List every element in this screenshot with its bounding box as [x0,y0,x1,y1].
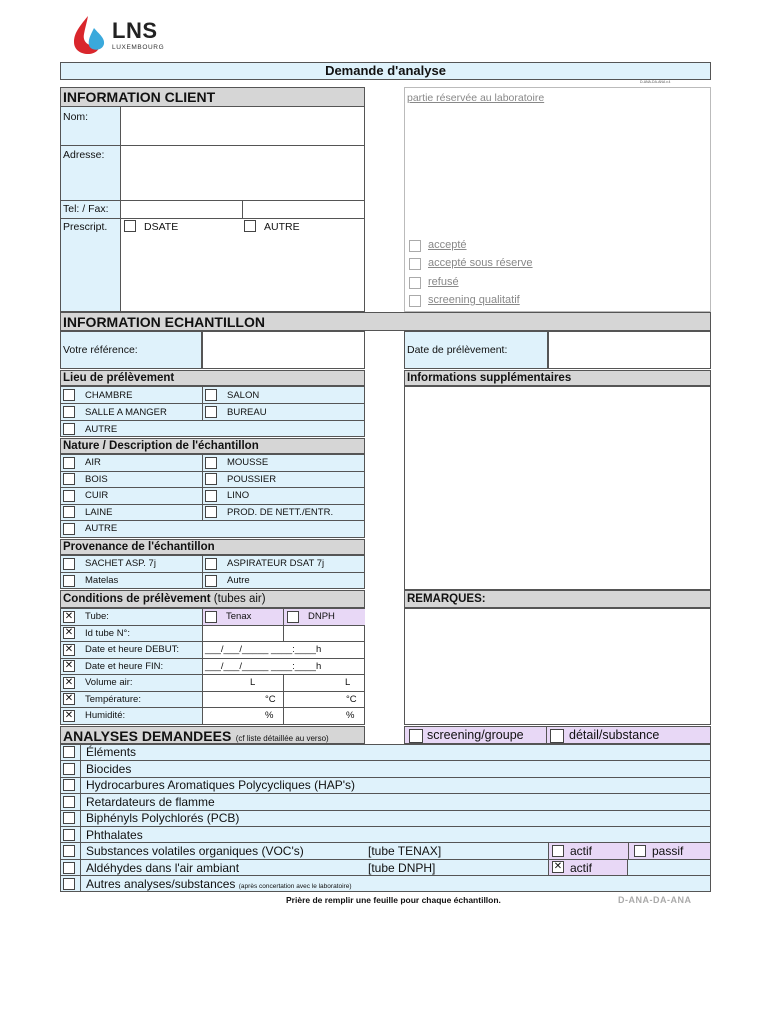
volume-air-checkbox-checked[interactable]: ✕ [64,677,74,688]
aldehydes-actif-label: actif [570,861,593,875]
lieu-autre-label: AUTRE [85,424,118,435]
prod-nett-checkbox[interactable] [205,506,217,518]
voc-passif-label: passif [652,844,684,858]
accepte-checkbox[interactable] [409,240,421,252]
aldehydes-label: Aldéhydes dans l'air ambiant [86,861,240,875]
prod-nett-label: PROD. DE NETT./ENTR. [227,507,334,518]
salle-a-manger-label: SALLE A MANGER [85,407,167,418]
pcb-label: Biphényls Polychlorés (PCB) [86,811,240,825]
screening-groupe-checkbox[interactable] [409,729,423,743]
salon-label: SALON [227,390,260,401]
phthalates-checkbox[interactable] [63,829,75,841]
votre-reference-field[interactable] [202,331,365,369]
dsate-checkbox[interactable] [124,220,136,232]
nature-autre-checkbox[interactable] [63,523,75,535]
remarques-field[interactable] [404,608,711,725]
pcb-checkbox[interactable] [63,812,75,824]
temperature-checkbox-checked[interactable]: ✕ [64,693,74,704]
adresse-label: Adresse: [63,149,105,161]
lns-logo-icon [70,14,110,56]
temperature-unit-1: °C [265,694,276,705]
doc-code-small: D-ANA-DA-ANA v.4 [640,80,671,84]
analyses-header: ANALYSES DEMANDEES (cf liste détaillée au verso) [60,726,365,744]
adresse-field[interactable] [121,146,364,199]
tel-field[interactable] [121,201,241,217]
bureau-checkbox[interactable] [205,406,217,418]
accepte-sous-reserve-checkbox[interactable] [409,258,421,270]
id-tube-field-1[interactable] [203,626,283,641]
volume-unit-2: L [345,677,351,688]
conditions-header: Conditions de prélèvement (tubes air) [60,590,365,608]
retardateurs-checkbox[interactable] [63,796,75,808]
nom-label: Nom: [63,111,89,123]
date-prelevement-field[interactable] [548,331,711,369]
matelas-label: Matelas [85,575,119,586]
salle-a-manger-checkbox[interactable] [63,406,75,418]
mousse-label: MOUSSE [227,457,269,468]
chambre-label: CHAMBRE [85,390,133,401]
nom-field[interactable] [121,108,364,144]
fax-field[interactable] [243,201,364,217]
volume-unit-1: L [250,677,256,688]
refuse-checkbox[interactable] [409,277,421,289]
humidite-unit-2: % [346,710,355,721]
biocides-label: Biocides [86,762,132,776]
screening-qualitatif-checkbox[interactable] [409,295,421,307]
remarques-header: REMARQUES: [404,590,711,608]
hap-label: Hydrocarbures Aromatiques Polycycliques (HAP's) [86,778,356,792]
sample-header: INFORMATION ECHANTILLON [60,312,711,331]
voc-label: Substances volatiles organiques (VOC's) [86,844,304,858]
elements-label: Éléments [86,745,137,759]
date-fin-checkbox-checked[interactable]: ✕ [64,660,74,671]
air-checkbox[interactable] [63,457,75,469]
tube-tenax-label: [tube TENAX] [368,844,442,858]
screening-groupe-label: screening/groupe [427,728,524,742]
id-tube-field-2[interactable] [284,626,364,641]
chambre-checkbox[interactable] [63,389,75,401]
voc-actif-label: actif [570,844,593,858]
nature-header: Nature / Description de l'échantillon [60,438,365,454]
hap-checkbox[interactable] [63,779,75,791]
screening-qualitatif-label: screening qualitatif [428,294,520,306]
dsate-label: DSATE [144,221,179,233]
date-debut-checkbox-checked[interactable]: ✕ [64,644,74,655]
refuse-label: refusé [428,276,459,288]
dnph-label: DNPH [308,611,335,622]
tube-checkbox-checked[interactable]: ✕ [64,611,74,622]
date-prelevement-label: Date de prélèvement: [404,331,548,369]
tube-label: Tube: [85,611,109,622]
salon-checkbox[interactable] [205,389,217,401]
elements-checkbox[interactable] [63,746,75,758]
laine-label: LAINE [85,507,113,518]
prov-autre-checkbox[interactable] [205,575,217,587]
tel-fax-label: Tel: / Fax: [63,203,109,215]
voc-actif-checkbox[interactable] [552,845,564,857]
voc-checkbox[interactable] [63,845,75,857]
retardateurs-label: Retardateurs de flamme [86,795,215,809]
votre-reference-label: Votre référence: [60,331,202,369]
autre-checkbox[interactable] [244,220,256,232]
date-fin-field[interactable]: ___/___/_____ ____:____h [205,661,322,672]
accepte-label: accepté [428,239,467,251]
tenax-label: Tenax [226,611,252,622]
sachet-asp-label: SACHET ASP. 7j [85,558,156,569]
logo-brand: LNS [112,18,158,43]
volume-air-label: Volume air: [85,677,133,688]
tenax-checkbox[interactable] [205,611,217,623]
autres-analyses-checkbox[interactable] [63,878,75,890]
date-fin-label: Date et heure FIN: [85,661,164,672]
matelas-checkbox[interactable] [63,575,75,587]
provenance-header: Provenance de l'échantillon [60,539,365,555]
autres-analyses-label: Autres analyses/substances (après concertation avec le laboratoire) [86,877,352,891]
mousse-checkbox[interactable] [205,457,217,469]
detail-substance-label: détail/substance [569,728,660,742]
detail-substance-checkbox[interactable] [550,729,564,743]
aspirateur-dsat-checkbox[interactable] [205,558,217,570]
tube-dnph-label: [tube DNPH] [368,861,436,875]
humidite-label: Humidité: [85,710,126,721]
client-header: INFORMATION CLIENT [60,87,365,107]
temperature-unit-2: °C [346,694,357,705]
dnph-checkbox[interactable] [287,611,299,623]
humidite-checkbox-checked[interactable]: ✕ [64,710,74,721]
sachet-asp-checkbox[interactable] [63,558,75,570]
id-tube-label: Id tube N°: [85,628,130,639]
humidite-unit-1: % [265,710,274,721]
autre-label: AUTRE [264,221,300,233]
lieu-header: Lieu de prélèvement [60,370,365,386]
voc-passif-checkbox[interactable] [634,845,646,857]
id-tube-checkbox-checked[interactable]: ✕ [64,627,74,638]
nature-autre-label: AUTRE [85,523,118,534]
aldehydes-checkbox[interactable] [63,862,75,874]
page-title: Demande d'analyse [60,62,711,80]
cuir-label: CUIR [85,490,109,501]
bois-label: BOIS [85,474,108,485]
lab-reserved-label: partie réservée au laboratoire [407,92,545,104]
prov-autre-label: Autre [227,575,250,586]
lino-checkbox[interactable] [205,490,217,502]
date-debut-label: Date et heure DEBUT: [85,644,179,655]
biocides-checkbox[interactable] [63,763,75,775]
footer-note: Prière de remplir une feuille pour chaque échantillon. [286,895,501,905]
poussier-label: POUSSIER [227,474,277,485]
air-label: AIR [85,457,101,468]
laine-checkbox[interactable] [63,506,75,518]
footer-code: D-ANA-DA-ANA [618,895,692,905]
date-debut-field[interactable]: ___/___/_____ ____:____h [205,644,322,655]
lino-label: LINO [227,490,250,501]
poussier-checkbox[interactable] [205,473,217,485]
bureau-label: BUREAU [227,407,267,418]
bois-checkbox[interactable] [63,473,75,485]
lieu-autre-checkbox[interactable] [63,423,75,435]
accepte-sous-reserve-label: accepté sous réserve [428,257,533,269]
temperature-label: Température: [85,694,141,705]
phthalates-label: Phthalates [86,828,143,842]
info-sup-header: Informations supplémentaires [404,370,711,386]
prescript-label: Prescript. [63,221,108,233]
aspirateur-dsat-label: ASPIRATEUR DSAT 7j [227,558,325,569]
cuir-checkbox[interactable] [63,490,75,502]
logo-subtitle: LUXEMBOURG [112,44,165,51]
info-sup-field[interactable] [404,386,711,590]
aldehydes-actif-checkbox-checked[interactable]: ✕ [553,861,563,872]
